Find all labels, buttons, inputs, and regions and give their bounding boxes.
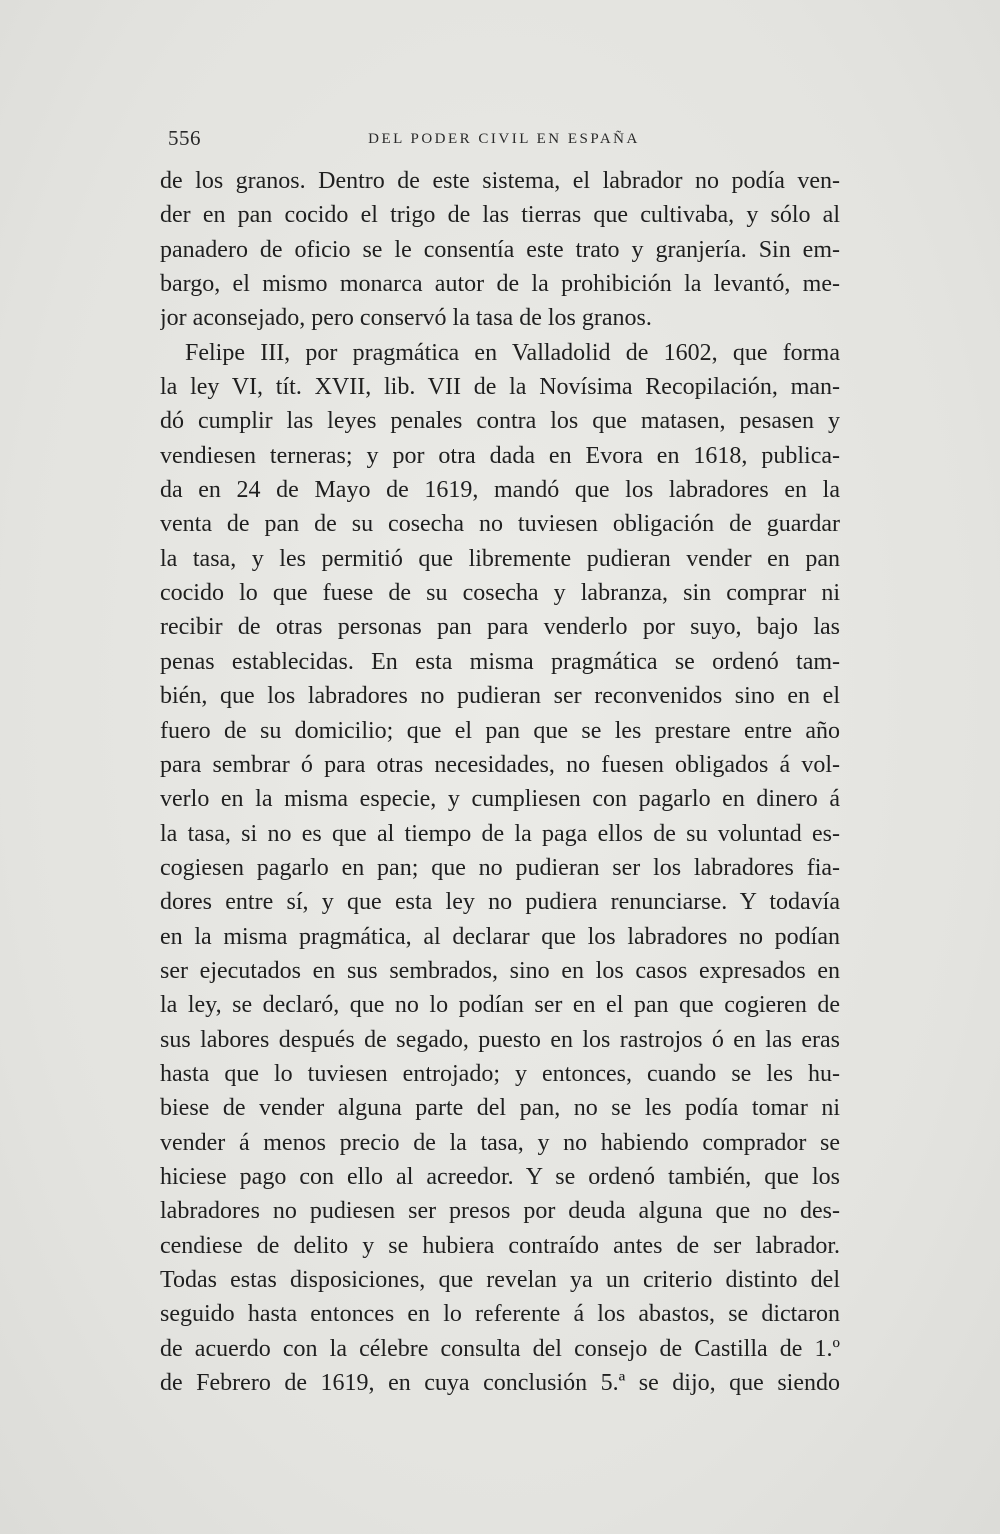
text-line: Todas estas disposiciones, que revelan ya un criterio distinto del [160,1267,840,1293]
text-line: la tasa, y les permitió que libremente pudieran vender en pan [160,545,840,572]
text-line: cogiesen pagarlo en pan; que no pudieran ser los labradores fia- [160,854,840,881]
text-line: dó cumplir las leyes penales contra los que matasen, pesasen y [160,408,840,435]
text-line: cocido lo que fuese de su cosecha y labranza, sin comprar ni [160,580,840,607]
text-line: vendiesen terneras; y por otra dada en Evora en 1618, publica- [160,442,840,469]
text-line: fuero de su domicilio; que el pan que se les prestare entre año [160,717,840,744]
text-line: hasta que lo tuviesen entrojado; y entonces, cuando se les hu- [160,1060,840,1087]
text-line: verlo en la misma especie, y cumpliesen con pagarlo en dinero á [160,786,840,813]
text-line: la tasa, si no es que al tiempo de la paga ellos de su voluntad es- [160,820,840,847]
text-line: de Febrero de 1619, en cuya conclusión 5.ª se dijo, que siendo [160,1370,840,1397]
text-line: seguido hasta entonces en lo referente á los abastos, se dictaron [160,1301,840,1328]
text-line: de acuerdo con la célebre consulta del consejo de Castilla de 1.º [160,1335,840,1362]
text-line: la ley VI, tít. XVII, lib. VII de la Novísima Recopilación, man- [160,374,840,401]
text-line: dores entre sí, y que esta ley no pudiera renunciarse. Y todavía [160,889,840,916]
text-line: jor aconsejado, pero conservó la tasa de los granos. [160,305,652,332]
text-line: la ley, se declaró, que no lo podían ser en el pan que cogieren de [160,992,840,1019]
text-line: sus labores después de segado, puesto en los rastrojos ó en las eras [160,1026,840,1053]
text-line: ser ejecutados en sus sembrados, sino en los casos expresados en [160,957,840,984]
text-line: de los granos. Dentro de este sistema, el labrador no podía ven- [160,168,840,194]
text-line: bién, que los labradores no pudieran ser reconvenidos sino en el [160,683,840,710]
text-line: Felipe III, por pragmática en Valladolid de 1602, que forma [185,339,840,366]
text-line: venta de pan de su cosecha no tuviesen obligación de guardar [160,511,840,538]
text-line: cendiese de delito y se hubiera contraído antes de ser labrador. [160,1232,840,1259]
text-line: panadero de oficio se le consentía este trato y granjería. Sin em- [160,236,840,263]
page-header [168,126,840,156]
text-line: en la misma pragmática, al declarar que los labradores no podían [160,923,840,950]
text-line: penas establecidas. En esta misma pragmática se ordenó tam- [160,648,840,675]
text-line: biese de vender alguna parte del pan, no se les podía tomar ni [160,1095,840,1122]
page-number: 556 [168,126,201,150]
text-line: vender á menos precio de la tasa, y no habiendo comprador se [160,1129,840,1156]
text-line: der en pan cocido el trigo de las tierras que cultivaba, y sólo al [160,202,840,229]
text-line: hiciese pago con ello al acreedor. Y se ordenó también, que los [160,1163,840,1190]
text-line: bargo, el mismo monarca autor de la prohibición la levantó, me- [160,271,840,298]
running-head: DEL PODER CIVIL EN ESPAÑA [368,131,640,147]
text-line: para sembrar ó para otras necesidades, no fuesen obligados á vol- [160,751,840,778]
text-line: recibir de otras personas pan para venderlo por suyo, bajo las [160,614,840,641]
body-text [160,164,840,1400]
text-line: da en 24 de Mayo de 1619, mandó que los labradores en la [160,477,840,504]
text-line: labradores no pudiesen ser presos por deuda alguna que no des- [160,1198,840,1225]
